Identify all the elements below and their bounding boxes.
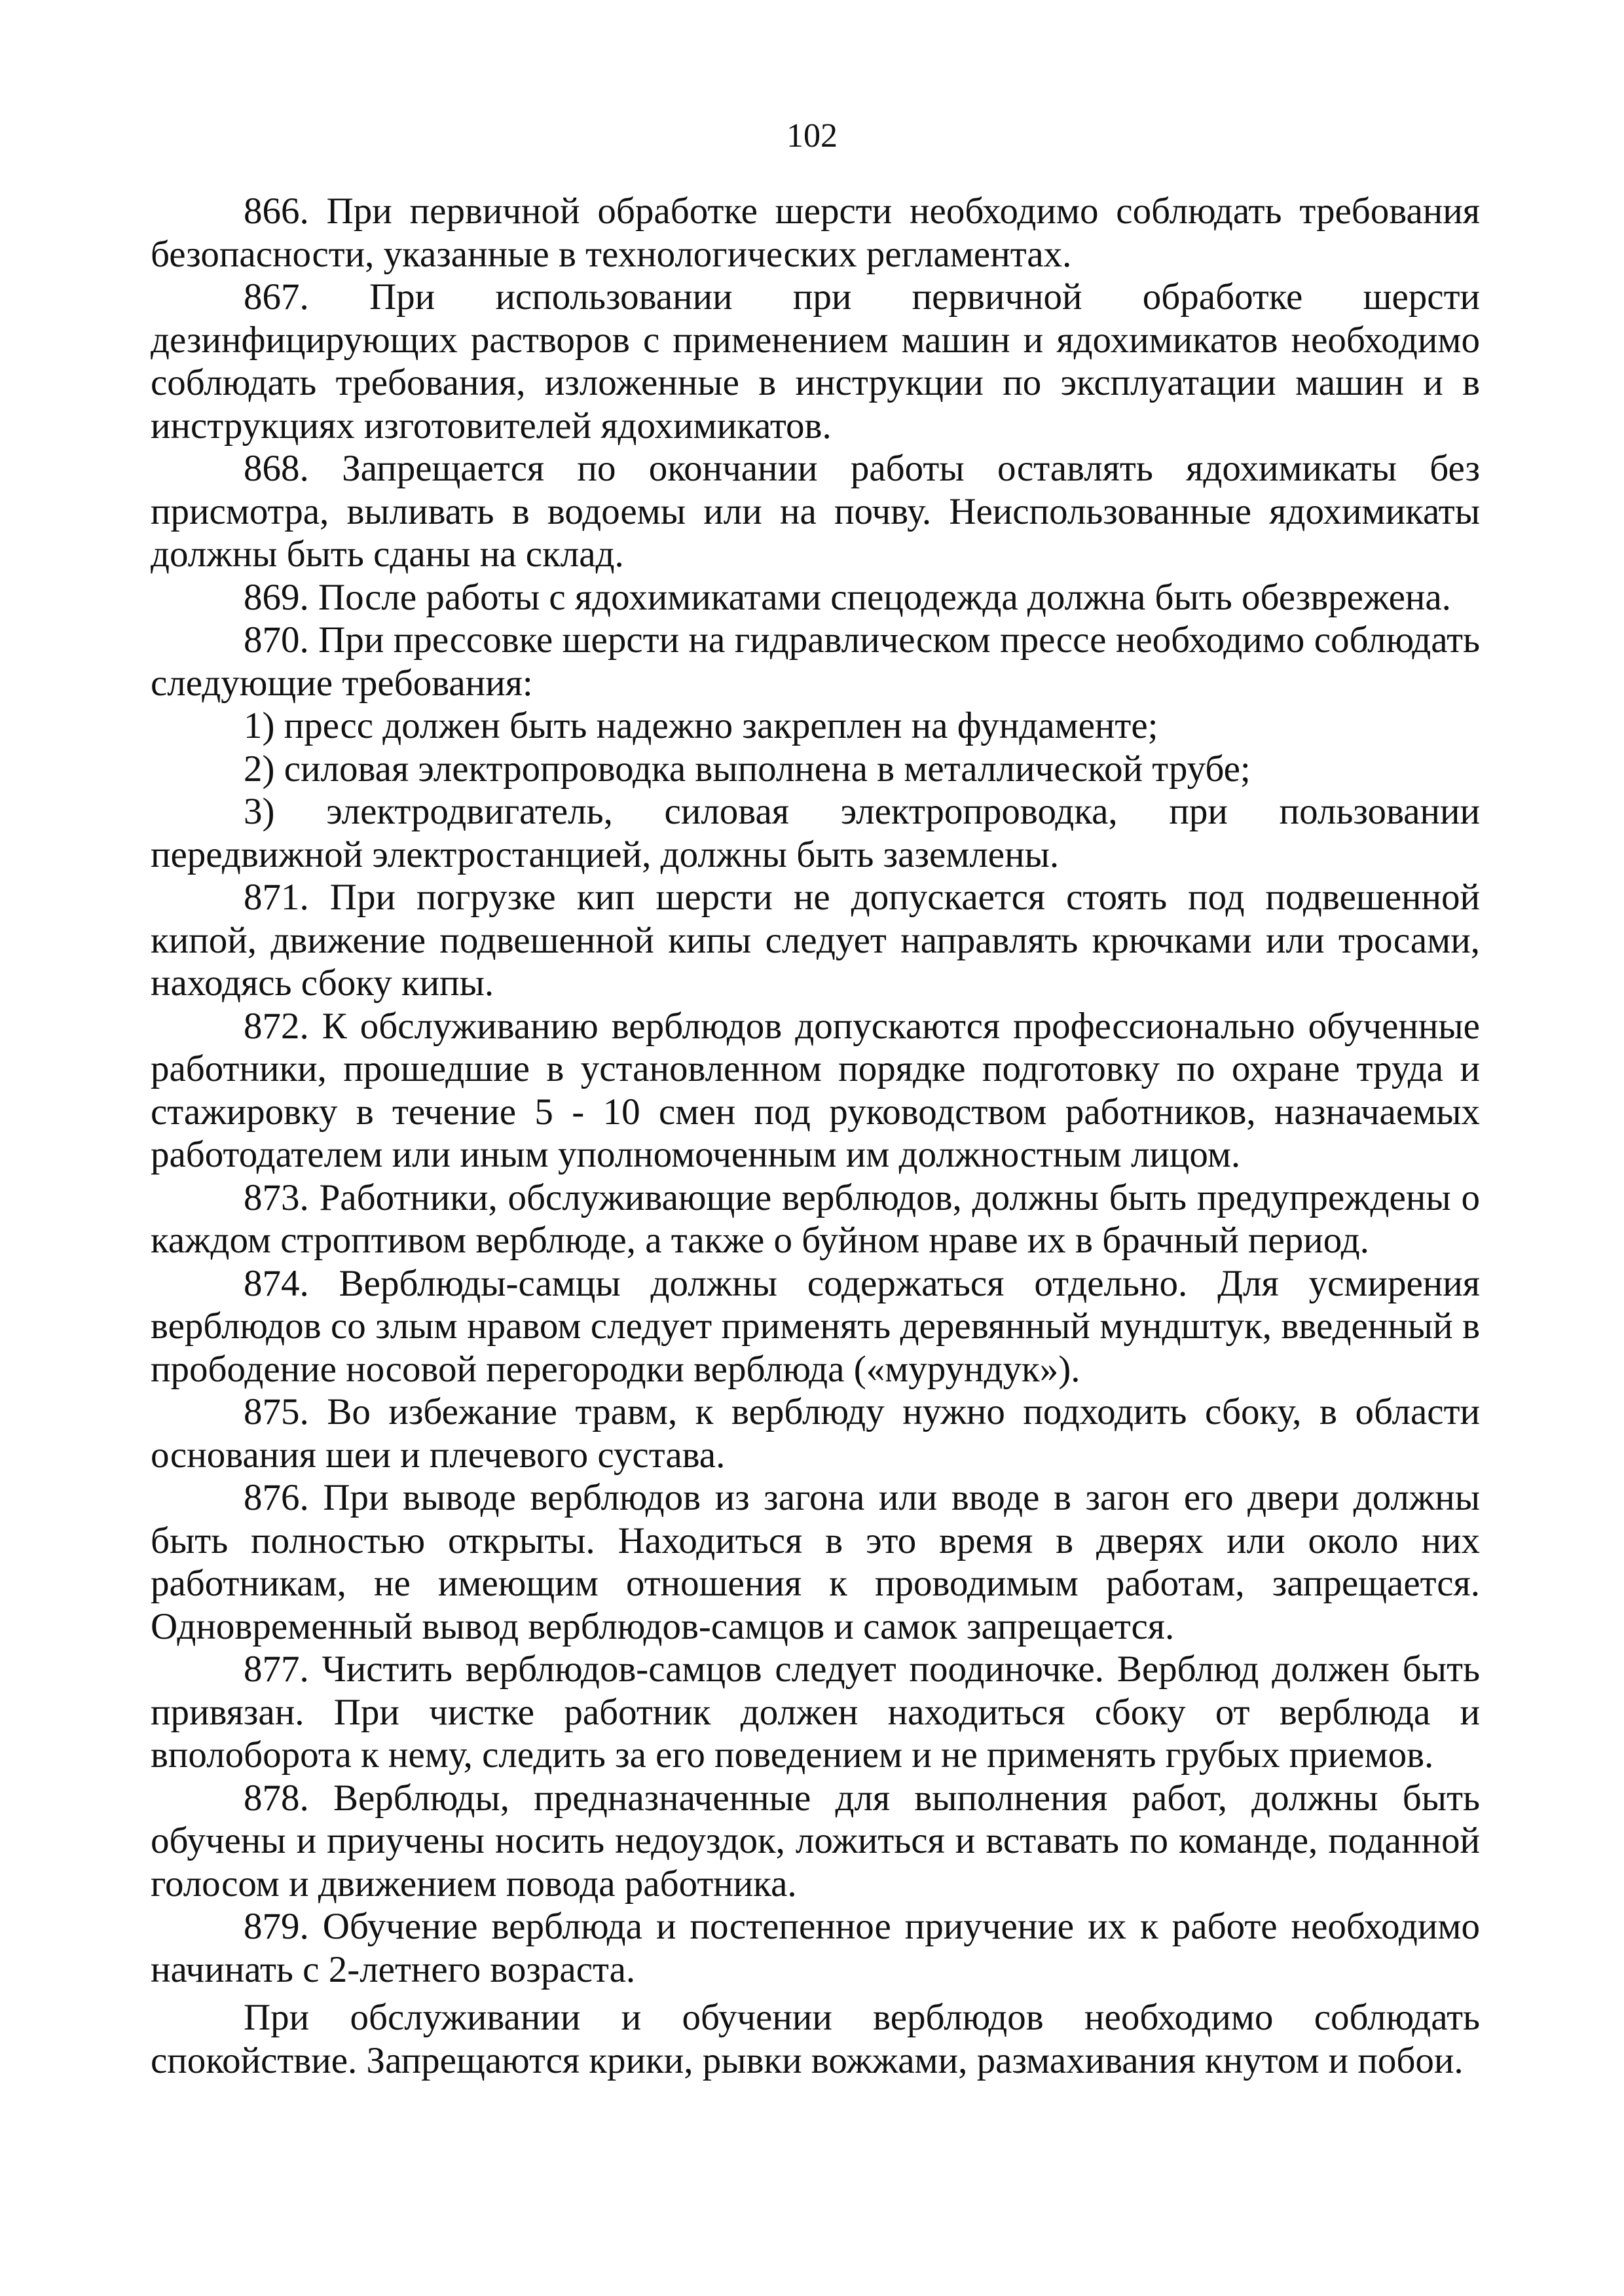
paragraph-closing: При обслуживании и обучении верблюдов необходимо соблюдать спокойствие. Запрещаются крики, рывки вожжами, размахивания кнутом и побои. [151,1997,1480,2081]
paragraph-877: 877. Чистить верблюдов-самцов следует поодиночке. Верблюд должен быть привязан. При чистке работник должен находиться сбоку от верблюда и вполоборота к нему, следить за его поведением и не применять грубых приемов. [151,1649,1480,1776]
paragraph-873: 873. Работники, обслуживающие верблюдов, должны быть предупреждены о каждом строптивом верблюде, а также о буйном нраве их в брачный период. [151,1176,1480,1261]
list-item-2: 2) силовая электропроводка выполнена в металлической трубе; [244,748,1251,790]
list-item-1: 1) пресс должен быть надежно закреплен на фундаменте; [244,705,1158,746]
paragraph-870: 870. При прессовке шерсти на гидравлическом прессе необходимо соблюдать следующие требования: [151,619,1480,704]
paragraph-869: 869. После работы с ядохимикатами спецодежда должна быть обезврежена. [244,576,1451,618]
list-item-3: 3) электродвигатель, силовая электропроводка, при пользовании передвижной электростанцией, должны быть заземлены. [151,791,1480,875]
paragraph-866: 866. При первичной обработке шерсти необходимо соблюдать требования безопасности, указанные в технологических регламентах. [151,191,1480,275]
paragraph-868: 868. Запрещается по окончании работы оставлять ядохимикаты без присмотра, выливать в водоемы или на почву. Неиспользованные ядохимикаты должны быть сданы на склад. [151,448,1480,575]
paragraph-879: 879. Обучение верблюда и постепенное приучение их к работе необходимо начинать с 2-летнего возраста. [151,1906,1480,1990]
document-body [151,190,1480,2082]
paragraph-872: 872. К обслуживанию верблюдов допускаются профессионально обученные работники, прошедшие в установленном порядке подготовку по охране труда и стажировку в течение 5 - 10 смен под руководством работников, назначаемых работодателем или иным уполномоченным им должностным лицом. [151,1005,1480,1175]
paragraph-875: 875. Во избежание травм, к верблюду нужно подходить сбоку, в области основания шеи и плечевого сустава. [151,1391,1480,1476]
paragraph-874: 874. Верблюды-самцы должны содержаться отдельно. Для усмирения верблюдов со злым нравом следует применять деревянный мундштук, введенный в прободение носовой перегородки верблюда («мурундук»). [151,1262,1480,1390]
page-number: 102 [786,117,838,155]
paragraph-867: 867. При использовании при первичной обработке шерсти дезинфицирующих растворов с применением машин и ядохимикатов необходимо соблюдать требования, изложенные в инструкции по эксплуатации машин и в инструкциях изготовителей ядохимикатов. [151,276,1480,446]
paragraph-878: 878. Верблюды, предназначенные для выполнения работ, должны быть обучены и приучены носить недоуздок, ложиться и вставать по команде, поданной голосом и движением повода работника. [151,1777,1480,1904]
paragraph-871: 871. При погрузке кип шерсти не допускается стоять под подвешенной кипой, движение подвешенной кипы следует направлять крючками или тросами, находясь сбоку кипы. [151,877,1480,1004]
paragraph-876: 876. При выводе верблюдов из загона или вводе в загон его двери должны быть полностью открыты. Находиться в это время в дверях или около них работникам, не имеющим отношения к проводимым работам, запрещается. Одновременный вывод верблюдов-самцов и самок запрещается. [151,1477,1480,1647]
